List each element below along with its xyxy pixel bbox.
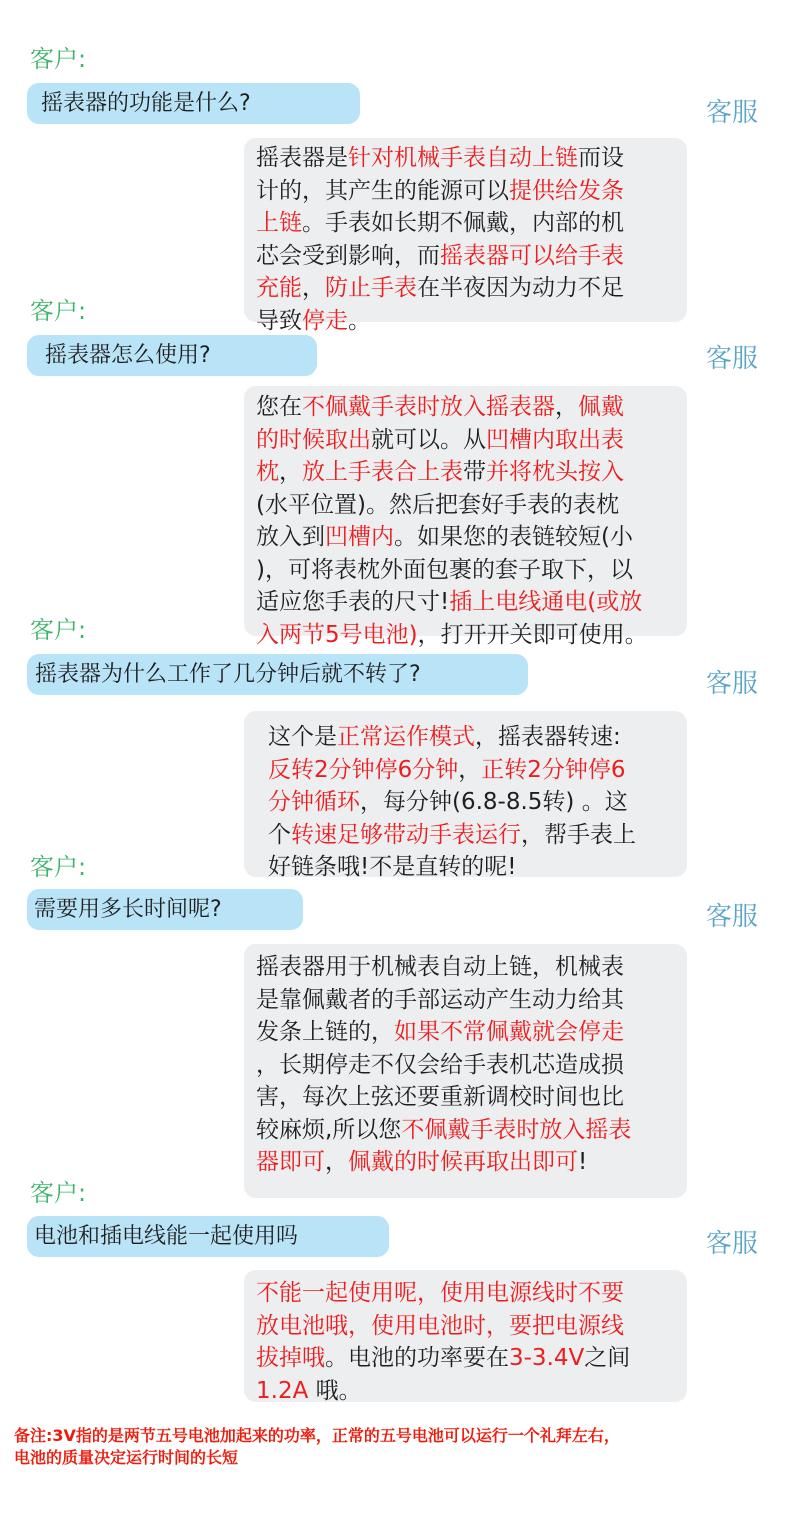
highlight-text: 插上电线通电(或放 (449, 589, 643, 615)
answer-line (256, 951, 679, 984)
answer-line (256, 1081, 679, 1114)
answer-text: 计的，其产生的能源可以 (256, 177, 509, 204)
answer-line (256, 619, 679, 652)
service-label: 客服 (706, 902, 759, 932)
answer-line (268, 851, 679, 884)
answer-text: ， (555, 394, 578, 420)
answer-text: ， (458, 756, 482, 783)
answer-text: ， (325, 1149, 348, 1175)
question-text: 摇表器为什么工作了几分钟后就不转了? (35, 662, 421, 687)
customer-question-bubble (27, 1216, 389, 1257)
service-answer-bubble (244, 944, 687, 1198)
highlight-text: 3-3.4V (509, 1345, 585, 1371)
highlight-text: 佩戴 (578, 394, 624, 420)
answer-line (256, 1342, 679, 1375)
question-text: 摇表器怎么使用? (45, 343, 211, 368)
highlight-text: 不佩戴手表时放入摇表 (401, 1116, 632, 1143)
highlight-text: 拔掉哦 (256, 1345, 325, 1371)
highlight-text: 充能 (256, 275, 302, 301)
answer-line (256, 1016, 679, 1049)
answer-line (256, 1375, 679, 1408)
answer-text: 在半夜因为动力不足 (417, 275, 624, 301)
answer-line (256, 489, 679, 522)
customer-label: 客户: (30, 1179, 87, 1207)
highlight-text: 佩戴的时候再取出即可 (348, 1149, 578, 1175)
answer-line (256, 586, 679, 619)
answer-line (256, 984, 679, 1017)
highlight-text: 如果不常佩戴就会停走 (394, 1019, 624, 1045)
service-answer-bubble (244, 386, 687, 648)
question-text: 摇表器的功能是什么? (41, 91, 251, 116)
answer-line (256, 1049, 679, 1082)
answer-line (256, 391, 679, 424)
answer-line (256, 240, 679, 273)
answer-line (268, 754, 679, 787)
answer-text: 。 (348, 307, 371, 334)
answer-text: )，可将表枕外面包裹的套子取下，以 (256, 556, 633, 583)
question-text: 需要用多长时间呢? (34, 897, 222, 922)
service-label: 客服 (706, 98, 759, 128)
answer-text: 而设 (578, 145, 624, 171)
answer-text: 摇表器是 (256, 145, 348, 171)
answer-text: 您在 (256, 394, 302, 420)
customer-label: 客户: (30, 616, 87, 644)
highlight-text: 凹槽内 (325, 524, 394, 550)
highlight-text: 并将枕头按入 (486, 459, 624, 485)
answer-text: 哦。 (308, 1377, 362, 1404)
answer-text: 这个是 (268, 724, 337, 750)
highlight-text: 不能一起使用呢，使用电源线时不要 (256, 1280, 624, 1306)
answer-line (256, 142, 679, 175)
answer-text: 害，每次上弦还要重新调校时间也比 (256, 1084, 624, 1110)
answer-text: 是靠佩戴者的手部运动产生动力给其 (256, 986, 624, 1013)
answer-line (256, 1146, 679, 1179)
customer-label: 客户: (30, 45, 87, 73)
answer-line (256, 207, 679, 240)
customer-label: 客户: (30, 853, 87, 881)
service-label: 客服 (706, 1229, 759, 1259)
answer-text: 个 (268, 821, 291, 848)
customer-question-bubble (27, 654, 528, 695)
service-label: 客服 (706, 669, 759, 699)
answer-text: ，长期停走不仅会给手表机芯造成损 (256, 1051, 624, 1078)
highlight-text: 放上手表合上表 (302, 459, 463, 485)
highlight-text: 提供给发条 (509, 177, 624, 204)
highlight-text: 放电池哦，使用电池时，要把电源线 (256, 1312, 624, 1339)
answer-text: 芯会受到影响，而 (256, 242, 440, 269)
answer-text: ，摇表器转速: (475, 724, 621, 750)
highlight-text: 摇表器可以给手表 (440, 242, 624, 269)
footnote-line: 备注:3V指的是两节五号电池加起来的功率，正常的五号电池可以运行一个礼拜左右， (14, 1426, 620, 1445)
answer-text: 放入到 (256, 524, 325, 550)
highlight-text: 针对机械手表自动上链 (348, 145, 578, 171)
answer-text: (水平位置)。然后把套好手表的表枕 (256, 491, 619, 518)
answer-text: 。如果您的表链较短(小 (394, 524, 633, 550)
answer-text: 摇表器用于机械表自动上链，机械表 (256, 954, 624, 980)
highlight-text: 正常运作模式 (337, 724, 475, 750)
service-answer-bubble (244, 138, 687, 334)
highlight-text: 防止手表 (325, 275, 417, 301)
answer-line (268, 819, 679, 852)
highlight-text: 上链 (256, 210, 302, 236)
service-answer-bubble (244, 711, 687, 880)
answer-line (256, 424, 679, 457)
answer-text: 。手表如长期不佩戴，内部的机 (302, 210, 624, 236)
answer-line (268, 721, 679, 754)
answer-text: 导致 (256, 307, 302, 334)
answer-text: ，每分钟(6.8-8.5转) 。这 (360, 789, 628, 815)
service-label: 客服 (706, 344, 759, 374)
answer-text: 好链条哦!不是直转的呢! (268, 854, 517, 880)
question-text: 电池和插电线能一起使用吗 (34, 1224, 299, 1249)
answer-line (256, 456, 679, 489)
answer-text: 发条上链的， (256, 1019, 394, 1045)
answer-text: ， (279, 459, 302, 485)
answer-text: 。电池的功率要在 (325, 1345, 509, 1371)
answer-text: ，帮手表上 (521, 821, 636, 848)
answer-text: ， (302, 275, 325, 301)
answer-text: 之间 (584, 1345, 631, 1371)
answer-line (256, 521, 679, 554)
answer-line (256, 554, 679, 587)
highlight-text: 1.2A (256, 1377, 309, 1404)
highlight-text: 枕 (256, 459, 279, 485)
answer-line (256, 175, 679, 208)
highlight-text: 的时候取出 (256, 426, 371, 453)
answer-line (256, 305, 679, 338)
customer-question-bubble (27, 889, 303, 930)
answer-text: 较麻烦,所以您 (256, 1116, 402, 1143)
customer-question-bubble (27, 335, 317, 376)
customer-label: 客户: (30, 297, 87, 325)
highlight-text: 停走 (302, 307, 348, 334)
answer-line (256, 1114, 679, 1147)
answer-text: ，打开开关即可使用。 (417, 621, 648, 648)
highlight-text: 凹槽内取出表 (486, 426, 624, 453)
answer-line (256, 272, 679, 305)
answer-text: ! (578, 1149, 588, 1175)
highlight-text: 转速足够带动手表运行 (291, 821, 521, 848)
service-answer-bubble (244, 1270, 687, 1402)
answer-line (256, 1277, 679, 1310)
footnote-line: 电池的质量决定运行时间的长短 (14, 1448, 239, 1467)
highlight-text: 器即可 (256, 1149, 325, 1175)
answer-line (256, 1310, 679, 1343)
highlight-text: 正转2分钟停6 (481, 756, 626, 783)
highlight-text: 反转2分钟停6分钟 (268, 756, 459, 783)
customer-question-bubble (27, 83, 360, 124)
highlight-text: 不佩戴手表时放入摇表器 (302, 394, 555, 420)
answer-text: 带 (463, 459, 486, 485)
footnote (14, 1425, 784, 1469)
highlight-text: 入两节5号电池) (256, 621, 418, 648)
highlight-text: 分钟循环 (268, 789, 360, 815)
answer-text: 适应您手表的尺寸! (256, 589, 450, 615)
answer-text: 就可以。从 (371, 426, 486, 453)
answer-line (268, 786, 679, 819)
